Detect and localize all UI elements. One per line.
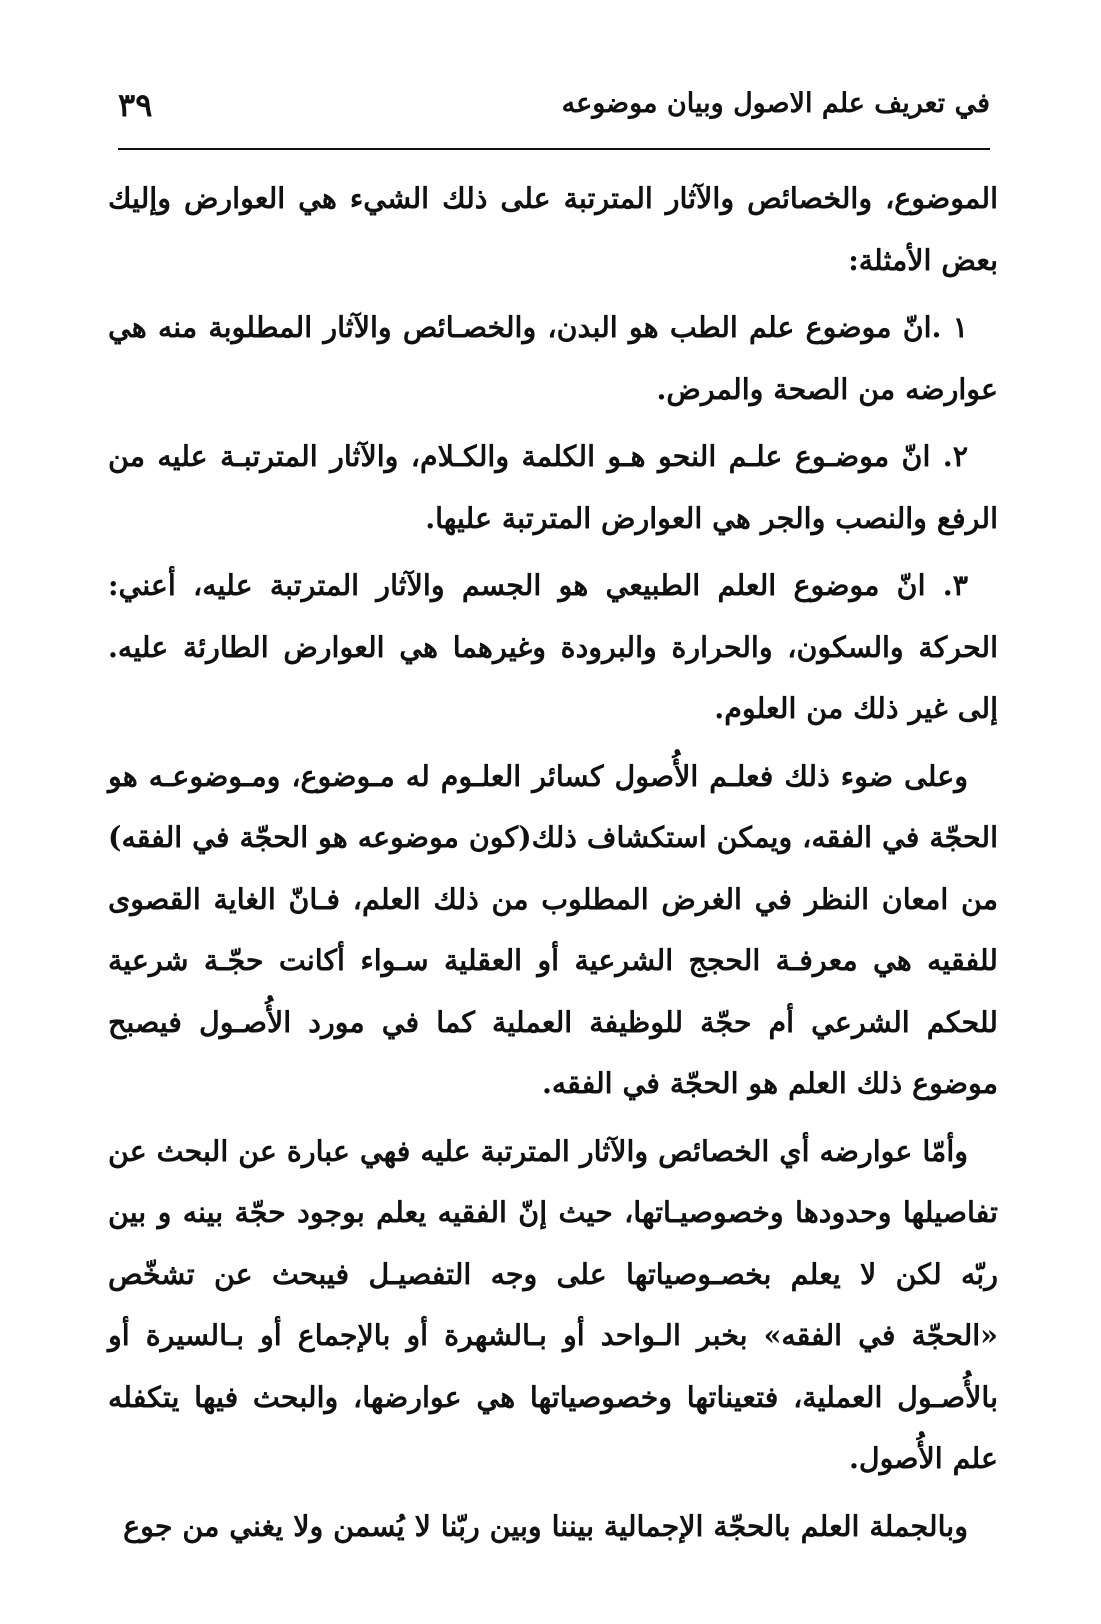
paragraph-conclusion: وبالجملة العلم بالحجّة الإجمالية بيننا وبين ربّنا لا يُسمن ولا يغني من جوع — [123, 1508, 968, 1543]
page-header — [118, 80, 990, 140]
example-item-2: ٢. انّ موضـوع علـم النحو هـو الكلمة والكـلام، والآثار المترتبـة عليه من الرفع والنصب والجر هي العوارض المترتبة عليها. — [108, 439, 998, 535]
body-text — [108, 168, 998, 1563]
header-divider — [118, 148, 990, 150]
paragraph-accidents: وأمّا عوارضه أي الخصائص والآثار المترتبة عليه فهي عبارة عن البحث عن تفاصيلها وحدودها وخصوصيـاتها، حيث إنّ الفقيه يعلم بوجود حجّة بينه و بين ربّه لكن لا يعلم بخصـوصياتها على وجه التفصيـل فيبحث عن تشخّص «الحجّة في الفقه» بخبر الـواحد أو بـالشهرة أو بالإجماع أو بـالسيرة أو بالأُصـول العملية، فتعيناتها وخصوصياتها هي عوارضها، والبحث فيها يتكفله علم الأُصول. — [108, 1133, 998, 1475]
paragraph-continuation: الموضوع، والخصائص والآثار المترتبة على ذلك الشيء هي العوارض وإليك بعض الأمثلة: — [108, 181, 998, 277]
running-title: في تعريف علم الاصول وبيان موضوعه — [561, 88, 990, 119]
paragraph-usul-subject: وعلى ضوء ذلك فعلـم الأُصول كسائر العلـوم له مـوضوع، ومـوضوعـه هو الحجّة في الفقه، ويمكن استكشاف ذلك(كون موضوعه هو الحجّة في الفقه) من امعان النظر في الغرض المطلوب من ذلك العلم، فـانّ الغاية القصوى للفقيه هي معرفـة الحجج الشرعية أو العقلية سـواء أكانت حجّـة شرعية للحكم الشرعي أم حجّة للوظيفة العملية كما في مورد الأُصـول فيصبح موضوع ذلك العلم هو الحجّة في الفقه. — [108, 758, 998, 1100]
example-item-3: ٣. انّ موضوع العلم الطبيعي هو الجسم والآثار المترتبة عليه، أعني: الحركة والسكون، والحرارة والبرودة وغيرهما هي العوارض الطارئة عليه. إلى غير ذلك من العلوم. — [108, 568, 998, 725]
example-item-1: ١ .انّ موضوع علم الطب هو البدن، والخصـائص والآثار المطلوبة منه هي عوارضه من الصحة والمرض. — [108, 310, 998, 406]
page-number: ٣٩ — [118, 86, 153, 124]
